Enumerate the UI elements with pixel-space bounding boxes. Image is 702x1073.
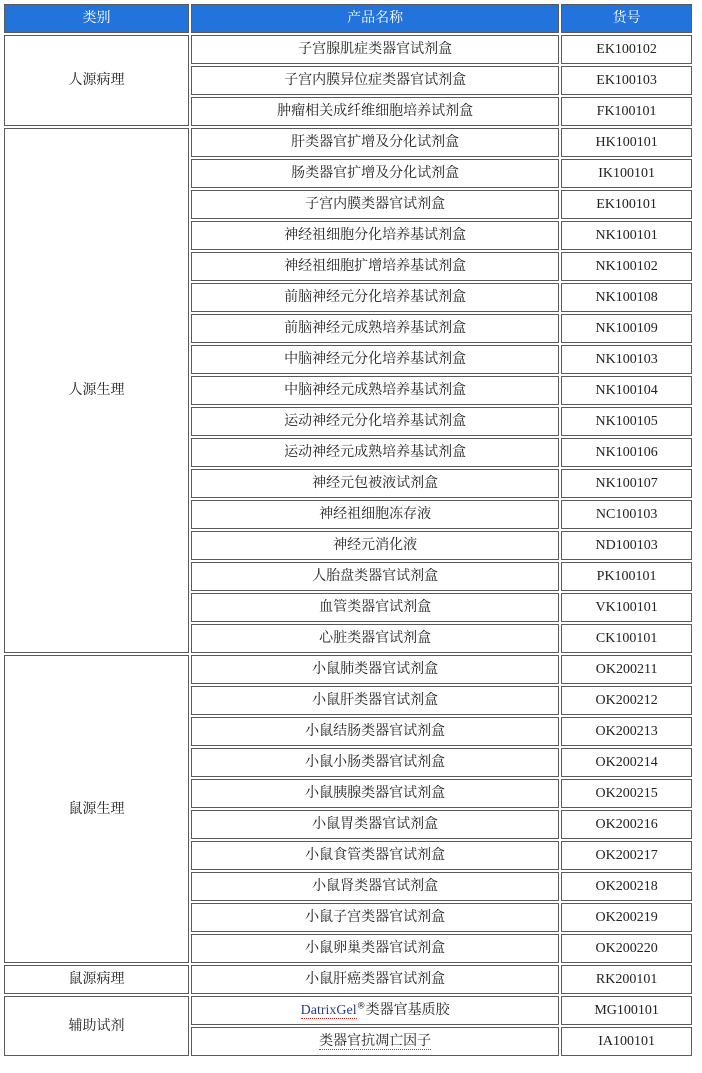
table-row <box>4 35 692 64</box>
product-name: 前脑神经元分化培养基试剂盒 <box>284 289 467 305</box>
item-code-cell: HK100101 <box>561 128 692 157</box>
item-code-cell: OK200215 <box>561 779 692 808</box>
product-name: 类器官抗凋亡因子 <box>319 1033 432 1049</box>
product-name: 神经祖细胞扩增培养基试剂盒 <box>284 258 467 274</box>
product-name: 类器官基质胶 <box>365 1002 450 1018</box>
product-name-cell <box>191 903 559 932</box>
product-name-cell <box>191 655 559 684</box>
category-cell: 辅助试剂 <box>4 996 189 1056</box>
product-name: 小鼠肺类器官试剂盒 <box>312 661 439 677</box>
product-name: 小鼠结肠类器官试剂盒 <box>305 723 446 739</box>
table-row <box>4 996 692 1025</box>
product-name-cell <box>191 66 559 95</box>
item-code-cell: PK100101 <box>561 562 692 591</box>
product-name-cell <box>191 221 559 250</box>
item-code-cell: FK100101 <box>561 97 692 126</box>
item-code-cell: NK100109 <box>561 314 692 343</box>
product-name-cell <box>191 190 559 219</box>
product-name: 肿瘤相关成纤维细胞培养试剂盒 <box>277 103 474 119</box>
item-code-cell: RK200101 <box>561 965 692 994</box>
product-name-cell <box>191 35 559 64</box>
header-item-no: 货号 <box>561 4 692 33</box>
table-row <box>4 965 692 994</box>
item-code-cell: NK100102 <box>561 252 692 281</box>
product-name: 神经祖细胞冻存液 <box>319 506 432 522</box>
product-name-cell <box>191 283 559 312</box>
item-code-cell: OK200211 <box>561 655 692 684</box>
product-name: 中脑神经元成熟培养基试剂盒 <box>284 382 467 398</box>
item-code-cell: MG100101 <box>561 996 692 1025</box>
registered-mark: ® <box>356 1001 366 1012</box>
category-cell: 人源病理 <box>4 35 189 126</box>
item-code-cell: NK100103 <box>561 345 692 374</box>
table-body <box>4 35 692 1056</box>
category-cell: 鼠源病理 <box>4 965 189 994</box>
product-name-cell <box>191 996 559 1025</box>
item-code-cell: CK100101 <box>561 624 692 653</box>
item-code-cell: EK100102 <box>561 35 692 64</box>
product-name-cell <box>191 407 559 436</box>
product-name-cell <box>191 345 559 374</box>
item-code-cell: OK200217 <box>561 841 692 870</box>
product-name-cell <box>191 1027 559 1056</box>
item-code-cell: NK100101 <box>561 221 692 250</box>
product-name: 运动神经元分化培养基试剂盒 <box>284 413 467 429</box>
item-code-cell: EK100103 <box>561 66 692 95</box>
product-name-cell <box>191 872 559 901</box>
product-name-cell <box>191 159 559 188</box>
product-name: 前脑神经元成熟培养基试剂盒 <box>284 320 467 336</box>
product-name-cell <box>191 500 559 529</box>
product-name-cell <box>191 965 559 994</box>
item-code-cell: OK200216 <box>561 810 692 839</box>
item-code-cell: NK100108 <box>561 283 692 312</box>
product-name: 心脏类器官试剂盒 <box>319 630 432 646</box>
item-code-cell: IA100101 <box>561 1027 692 1056</box>
item-code-cell: VK100101 <box>561 593 692 622</box>
item-code-cell: OK200214 <box>561 748 692 777</box>
product-name: 小鼠肝癌类器官试剂盒 <box>305 971 446 987</box>
product-name-cell <box>191 686 559 715</box>
item-code-cell: IK100101 <box>561 159 692 188</box>
product-name-cell <box>191 376 559 405</box>
product-table <box>2 2 694 1058</box>
table-row <box>4 655 692 684</box>
item-code-cell: NK100107 <box>561 469 692 498</box>
product-name: 小鼠肾类器官试剂盒 <box>312 878 439 894</box>
product-name-cell <box>191 624 559 653</box>
product-name: 神经元包被液试剂盒 <box>312 475 439 491</box>
product-name: 肝类器官扩增及分化试剂盒 <box>291 134 460 150</box>
item-code-cell: OK200219 <box>561 903 692 932</box>
product-name: 子宫内膜异位症类器官试剂盒 <box>284 72 467 88</box>
product-name-cell <box>191 469 559 498</box>
product-name: 小鼠胰腺类器官试剂盒 <box>305 785 446 801</box>
item-code-cell: NC100103 <box>561 500 692 529</box>
item-code-cell: ND100103 <box>561 531 692 560</box>
item-code-cell: NK100105 <box>561 407 692 436</box>
product-name: 血管类器官试剂盒 <box>319 599 432 615</box>
product-name: 人胎盘类器官试剂盒 <box>312 568 439 584</box>
product-name-cell <box>191 314 559 343</box>
product-name: 子宫腺肌症类器官试剂盒 <box>298 41 453 57</box>
item-code-cell: NK100106 <box>561 438 692 467</box>
product-name-cell <box>191 934 559 963</box>
item-code-cell: OK200213 <box>561 717 692 746</box>
product-name: 神经祖细胞分化培养基试剂盒 <box>284 227 467 243</box>
product-name-cell <box>191 841 559 870</box>
product-name: 肠类器官扩增及分化试剂盒 <box>291 165 460 181</box>
product-name: 运动神经元成熟培养基试剂盒 <box>284 444 467 460</box>
product-name-cell <box>191 748 559 777</box>
product-name: 神经元消化液 <box>333 537 418 553</box>
product-name-cell <box>191 779 559 808</box>
product-name-cell <box>191 438 559 467</box>
product-name-cell <box>191 252 559 281</box>
product-name: 小鼠胃类器官试剂盒 <box>312 816 439 832</box>
item-code-cell: EK100101 <box>561 190 692 219</box>
product-name: 小鼠肝类器官试剂盒 <box>312 692 439 708</box>
item-code-cell: OK200218 <box>561 872 692 901</box>
table-row <box>4 128 692 157</box>
category-cell: 人源生理 <box>4 128 189 653</box>
product-name: 小鼠子宫类器官试剂盒 <box>305 909 446 925</box>
item-code-cell: OK200212 <box>561 686 692 715</box>
product-name-cell <box>191 531 559 560</box>
product-name: 小鼠小肠类器官试剂盒 <box>305 754 446 770</box>
product-name: 小鼠食管类器官试剂盒 <box>305 847 446 863</box>
product-name-cell <box>191 97 559 126</box>
product-name-cell <box>191 593 559 622</box>
product-name-cell <box>191 562 559 591</box>
header-product-name: 产品名称 <box>191 4 559 33</box>
table-header-row <box>4 4 692 33</box>
product-name: 小鼠卵巢类器官试剂盒 <box>305 940 446 956</box>
item-code-cell: NK100104 <box>561 376 692 405</box>
category-cell: 鼠源生理 <box>4 655 189 963</box>
product-name-cell <box>191 128 559 157</box>
product-name-cell <box>191 717 559 746</box>
product-name: 子宫内膜类器官试剂盒 <box>305 196 446 212</box>
product-name: 中脑神经元分化培养基试剂盒 <box>284 351 467 367</box>
product-name-cell <box>191 810 559 839</box>
brand-name: DatrixGel <box>300 1003 357 1018</box>
header-category: 类别 <box>4 4 189 33</box>
item-code-cell: OK200220 <box>561 934 692 963</box>
